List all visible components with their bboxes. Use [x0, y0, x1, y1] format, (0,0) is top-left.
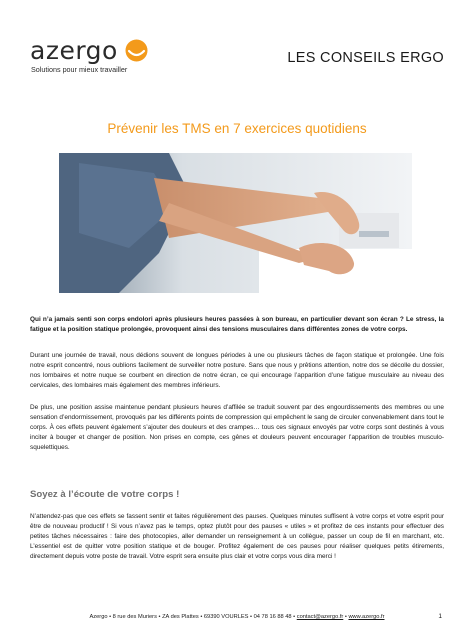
logo-wordmark: azergo: [30, 36, 118, 65]
stretching-photo: [59, 153, 412, 293]
logo-tagline: Solutions pour mieux travailler: [31, 65, 128, 74]
section-label: LES CONSEILS ERGO: [287, 50, 444, 66]
photo-stretching-arm-icon: [59, 153, 412, 293]
footer-address: Azergo • 8 rue des Muriers • ZA des Plattes • 69390 VOURLES • 04 78 16 88 48 •: [89, 614, 297, 620]
azergo-logo: [30, 38, 160, 78]
page-number: 1: [438, 613, 442, 620]
footer-website-link[interactable]: www.azergo.fr: [348, 614, 385, 620]
intro-paragraph: Qui n’a jamais senti son corps endolori après plusieurs heures passées à son bureau, en particulier devant son écran ? Le stress, la fatigue et la position statique prolongée, provoquent ainsi des tensions musculaires dans différentes zones de votre corps.: [30, 316, 444, 333]
paragraph-2: De plus, une position assise maintenue pendant plusieurs heures d’affilée se traduit souvent par des engourdissements des membres ou une sensation d’endormissement, provoqués par les différents points de compression qui empêchent le sang de circuler convenablement dans tout le corps. À ces effets peuvent également s’ajouter des douleurs et des crampes… tous ces signaux envoyés par votre corps sont destinés à vous inciter à bouger et changer de position. Non prises en compte, ces gênes et douleurs peuvent encourager l’apparition de troubles musculo-squelettiques.: [30, 404, 444, 451]
footer: [0, 614, 474, 620]
logo-sun-icon: [124, 38, 149, 63]
page-title: Prévenir les TMS en 7 exercices quotidiens: [107, 121, 367, 136]
paragraph-3: N’attendez-pas que ces effets se fassent sentir et faites régulièrement des pauses. Quelques minutes suffisent à votre corps et votre esprit pour être de nouveau productif ! Si vous n’avez pas le temps, optez plutôt pour des pauses « utiles » et profitez de ces instants pour effectuer des petites tâches nécessaires : faire des photocopies, aller demander un renseignement à un collègue, passer un coup de fil en marchant, etc. L’essentiel est de quitter votre position statique et de bouger. Profitez également de ces pauses pour réaliser quelques petits étirements, directement depuis votre poste de travail. Votre esprit sera ensuite plus clair et votre corps vous dira merci !: [30, 513, 444, 560]
footer-separator: •: [343, 614, 349, 620]
section-heading: Soyez à l’écoute de votre corps !: [30, 489, 180, 500]
paragraph-1: Durant une journée de travail, nous dédions souvent de longues périodes à une ou plusieurs tâches de façon statique et prolongée. Une fois notre esprit concentré, nous oublions facilement de surveiller notre posture. Sans que nous y prêtions attention, notre dos se décolle du dossier, nos lombaires et notre nuque se courbent en direction de notre écran, ce qui encourage l’apparition d’une fatigue musculaire au niveau des cervicales, des lombaires mais également des membres inférieurs.: [30, 352, 444, 389]
footer-email-link[interactable]: contact@azergo.fr: [296, 614, 344, 620]
